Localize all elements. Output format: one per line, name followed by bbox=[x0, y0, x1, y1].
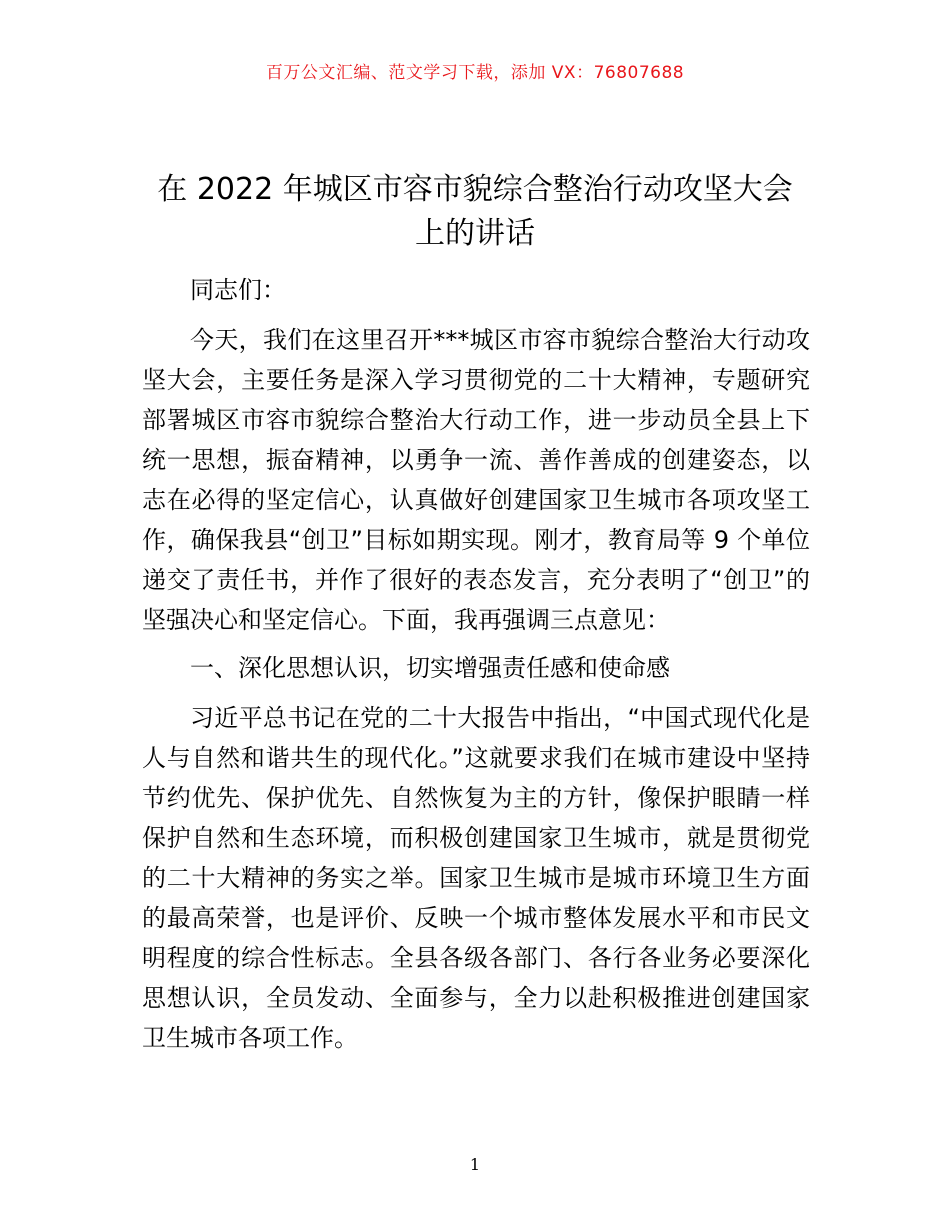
paragraph-1: 今天，我们在这里召开***城区市容市貌综合整治大行动攻坚大会，主要任务是深入学习贯彻党的二十大精神，专题研究部署城区市容市貌综合整治大行动工作，进一步动员全县上下统一思想，振奋精神，以勇争一流、善作善成的创建姿态，以志在必得的坚定信心，认真做好创建国家卫生城市各项攻坚工作，确保我县“创卫”目标如期实现。刚才，教育局等 9 个单位递交了责任书，并作了很好的表态发言，充分表明了“创卫”的坚强决心和坚定信心。下面，我再强调三点意见： bbox=[142, 326, 810, 634]
title-line-1: 在 2022 年城区市容市貌综合整治行动攻坚大会 bbox=[157, 172, 793, 207]
page-number: 1 bbox=[469, 1155, 481, 1174]
header-banner: 百万公文汇编、范文学习下载，添加 VX：76807688 bbox=[265, 63, 685, 83]
title-line-2: 上的讲话 bbox=[415, 216, 535, 251]
document-body bbox=[142, 270, 810, 1066]
paragraph-2: 习近平总书记在党的二十大报告中指出，“中国式现代化是人与自然和谐共生的现代化。”这就要求我们在城市建设中坚持节约优先、保护优先、自然恢复为主的方针，像保护眼睛一样保护自然和生态环境，而积极创建国家卫生城市，就是贯彻党的二十大精神的务实之举。国家卫生城市是城市环境卫生方面的最高荣誉，也是评价、反映一个城市整体发展水平和市民文明程度的综合性标志。全县各级各部门、各行各业务必要深化思想认识，全员发动、全面参与，全力以赴积极推进创建国家卫生城市各项工作。 bbox=[142, 704, 810, 1052]
salutation: 同志们： bbox=[190, 276, 286, 304]
section-1-heading: 一、深化思想认识，切实增强责任感和使命感 bbox=[190, 654, 670, 682]
document-title bbox=[140, 168, 810, 256]
